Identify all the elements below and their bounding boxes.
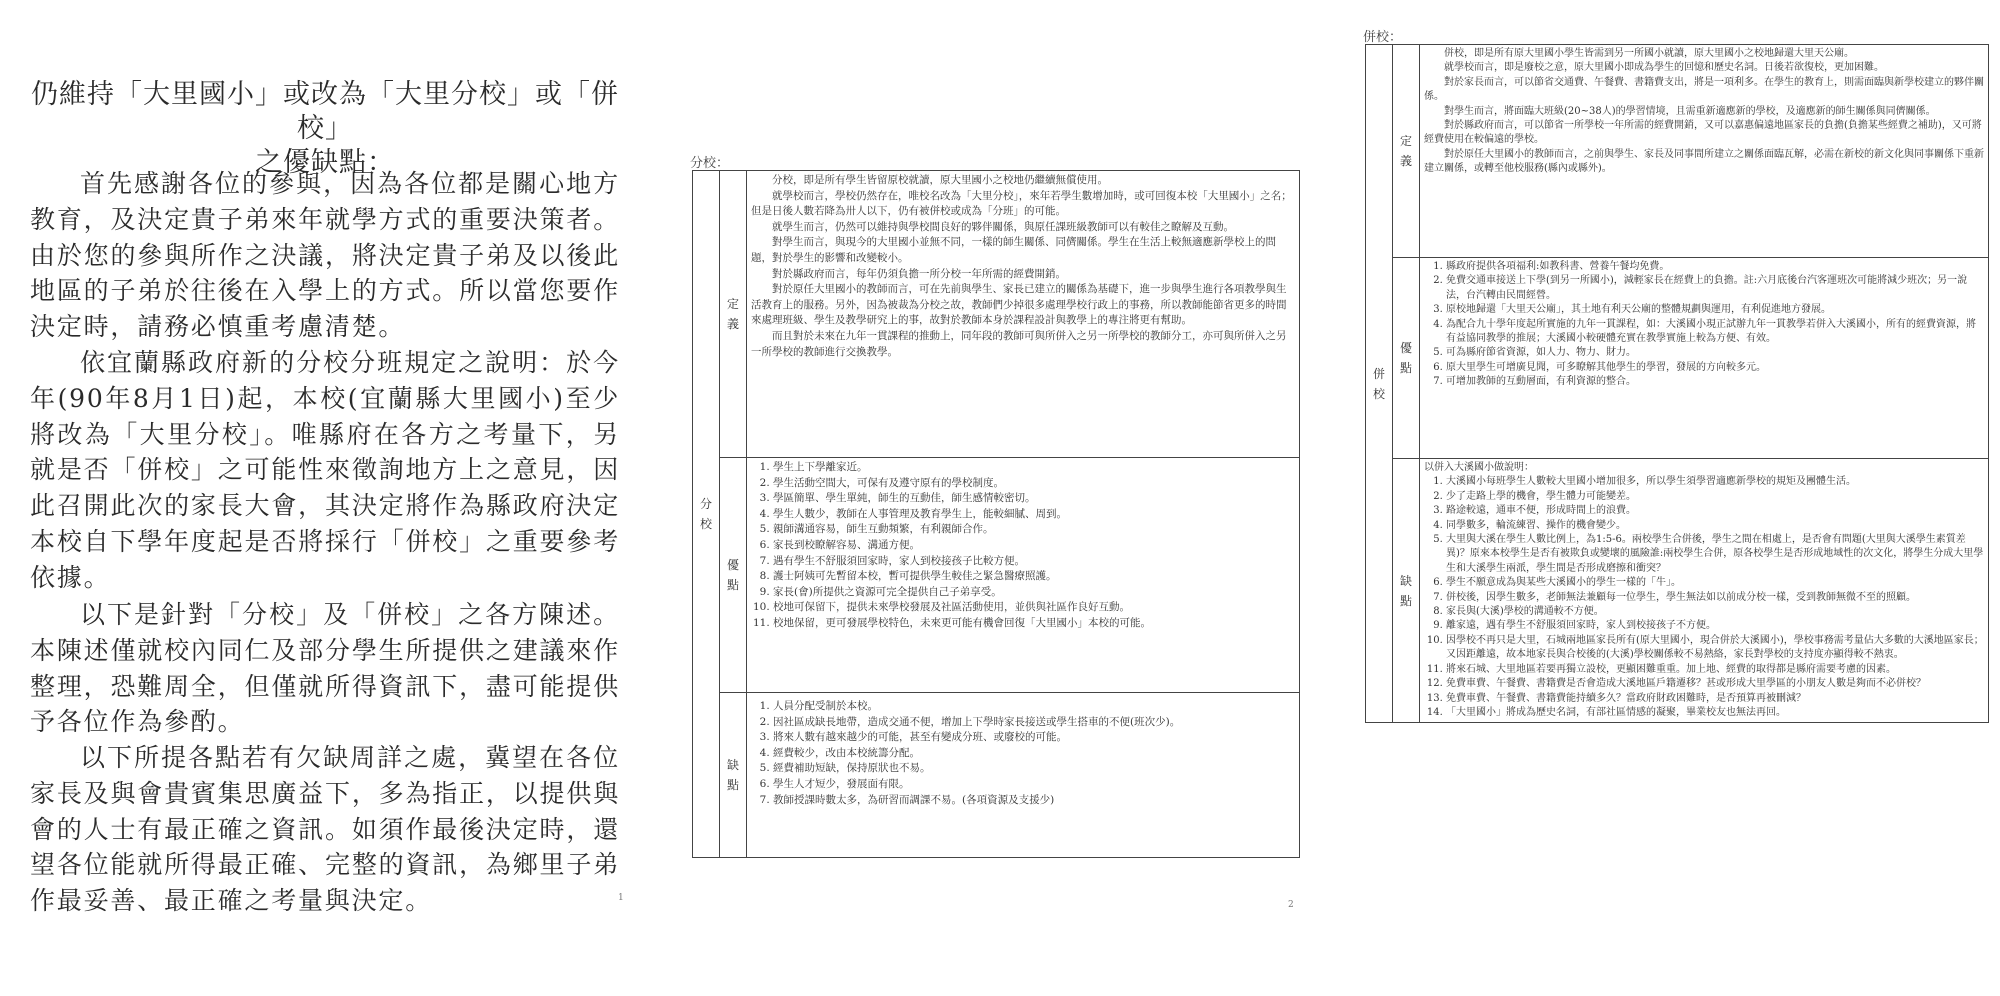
section-heading: 併 校 [1366,45,1393,723]
section-label: 分校： [690,156,730,171]
list-item: 1. 學生上下學離家近。 [773,460,1295,476]
section-heading: 分 校 [693,171,720,858]
page-number: 1 [618,893,624,903]
list-item: 8. 護士阿姨可先暫留本校，暫可提供學生較佳之緊急醫療照護。 [773,569,1295,585]
definition-text: 分校，即是所有學生皆留原校就讀，原大里國小之校地仍繼續無償使用。 [772,174,1108,186]
paragraph-4: 以下所提各點若有欠缺周詳之處，冀望在各位家長及與會貴賓集思廣益下，多為指正，以提供與會的人士有最正確之資訊。如須作最後決定時，還望各位能就所得最正確、完整的資訊，為鄉里子弟作最妥善、最正確之考量與決定。 [30,743,620,916]
list-item: 1. 大溪國小每班學生人數較大里國小增加很多，所以學生須學習適應新學校的規矩及團體生活。 [1446,475,1984,489]
list-item: 11. 將來石城、大里地區若要再獨立設校，更顯困難重重。加上地、經費的取得都是縣府需要考慮的因素。 [1446,663,1984,677]
merge-table [1365,44,1989,723]
definition-text: 對於原任大里國小的教師而言，可在先前與學生、家長已建立的關係為基礎下，進一步與學生進行各項教學與生活教育上的服務。另外，因為被裁為分校之故，教師們少掉很多處理學校行政上的事務，所以教師能節省更多的時間來處理班級、學生及教學研究上的事，故對於教師本身於課程設計與教學上的專注將更有幫助。 [751,283,1287,327]
definition-text: 對於縣政府而言，可以節省一所學校一年所需的經費開銷，又可以嘉惠偏遠地區家長的負擔(負擔某些經費之補助)，又可將經費使用在較偏遠的學校。 [1424,120,1982,146]
definition-heading: 定 義 [720,171,747,458]
list-item: 4. 同學數多，輪流練習、操作的機會變少。 [1446,519,1984,533]
definition-text: 就學生而言，仍然可以維持與學校間良好的夥伴關係，與原任課班級教師可以有較佳之瞭解及互動。 [772,220,1234,233]
cons-heading: 缺 點 [1393,459,1420,723]
list-item: 1. 縣政府提供各項福利:如教科書、營養午餐均免費。 [1446,260,1984,274]
list-item: 6. 學生不願意成為與某些大溪國小的學生一樣的「牛」。 [1446,576,1984,590]
paragraph-1: 首先感謝各位的參與，因為各位都是關心地方教育，及決定貴子弟來年就學方式的重要決策者。由於您的參與所作之決議，將決定貴子弟及以後此地區的子弟於往後在入學上的方式。所以當您要作決定時，請務必慎重考慮清楚。 [30,169,620,342]
definition-text: 對於原任大里國小的教師而言，之前與學生、家長及同事間所建立之關係面臨瓦解，必需在新校的新文化與同事關係下重新建立關係，或轉至他校服務(縣內或縣外)。 [1424,148,1984,175]
definition-heading: 定 義 [1393,45,1420,258]
page-number: 2 [1288,900,1294,910]
list-item: 5. 親師溝通容易，師生互動頻繁，有利親師合作。 [773,522,1295,538]
list-item: 5. 經費補助短缺，保持原狀也不易。 [773,761,1295,777]
list-item: 2. 少了走路上學的機會，學生體力可能變差。 [1446,490,1984,504]
list-item: 9. 家長(會)所提供之資源可完全提供自己子弟享受。 [773,585,1295,601]
paragraph-2: 依宜蘭縣政府新的分校分班規定之說明：於今年(90年8月1日)起，本校(宜蘭縣大里國小)至少將改為「大里分校」。唯縣府在各方之考量下，另就是否「併校」之可能性來徵詢地方上之意見，因此召開此次的家長大會，其決定將作為縣政府決定本校自下學年度起是否將採行「併校」之重要參考依據。 [30,348,620,592]
definition-cell [1420,45,1989,258]
list-item: 2. 學生活動空間大，可保有及遵守原有的學校制度。 [773,476,1295,492]
list-item: 3. 路途較遠，通車不便，形成時間上的浪費。 [1446,504,1984,518]
pros-cell [1420,258,1989,459]
title-line-1: 仍維持「大里國小」或改為「大里分校」或「併校」 [31,79,619,144]
list-item: 3. 原校地歸還「大里天公廟」，其土地有利天公廟的整體規劃與運用，有利促進地方發展。 [1446,303,1984,317]
pros-cell [747,458,1300,693]
page-2 [670,40,1320,920]
list-item: 14. 「大里國小」將成為歷史名詞，有部社區情感的凝聚，畢業校友也無法再回。 [1446,706,1984,720]
definition-text: 併校，即是所有原大里國小學生皆需到另一所國小就讀，原大里國小之校地歸還大里天公廟。 [1444,48,1854,59]
list-item: 7. 教師授課時數太多，為研習而調課不易。(各項資源及支援少) [773,793,1295,809]
list-item: 7. 併校後，因學生數多，老師無法兼顧每一位學生，學生無法如以前成分校一樣，受到教師無微不至的照顧。 [1446,591,1984,605]
list-item: 2. 因社區成缺長地帶，造成交通不便，增加上下學時家長接送或學生搭車的不便(班次少)。 [773,715,1295,731]
definition-text: 對於家長而言，可以節省交通費、午餐費、書籍費支出，將是一項利多。在學生的教育上，則需面臨與新學校建立的夥伴關係。 [1424,76,1984,103]
list-item: 10. 因學校不再只是大里，石城兩地區家長所有(原大里國小，現合併於大溪國小)，學校事務需考量佔大多數的大溪地區家長；又因距離遠，故本地家長與合校後的(大溪)學校關係較不易熱絡，家長對學校的支持度亦顯得較不熱衷。 [1446,634,1984,663]
list-item: 12. 免費車費、午餐費、書籍費是否會造成大溪地區戶籍遷移？甚或形成大里學區的小朋友人數是夠而不必併校？ [1446,677,1984,691]
page-1 [0,40,650,920]
cons-cell [1420,459,1989,723]
list-item: 6. 原大里學生可增廣見聞，可多瞭解其他學生的學習，發展的方向較多元。 [1446,361,1984,375]
list-item: 5. 大里與大溪在學生人數比例上，為1:5-6。兩校學生合併後，學生之間在相處上，是否會有問題(大里與大溪學生素質差異)？原來本校學生是否有被欺負或變壞的風險誰:兩校學生合併，原各校學生是否形成地域性的次文化，將學生分成大里學生和大溪學生兩派，學生間是否形成磨擦和衝突？ [1446,533,1984,576]
list-item: 11. 校地保留，更可發展學校特色，未來更可能有機會回復「大里國小」本校的可能。 [773,616,1295,632]
list-item: 9. 離家遠，遇有學生不舒服須回家時，家人到校接孩子不方便。 [1446,619,1984,633]
definition-cell [747,171,1300,458]
branch-table [692,170,1300,858]
list-item: 4. 為配合九十學年度起所實施的九年一貫課程，如：大溪國小現正試辦九年一貫教學若併入大溪國小，所有的經費資源，將有益協同教學的推展；大溪國小較硬體充實在教學實施上較為方便、有效。 [1446,318,1984,347]
pros-heading: 優 點 [720,458,747,693]
list-item: 10. 校地可保留下，提供未來學校發展及社區活動使用，並供與社區作良好互動。 [773,600,1295,616]
definition-text: 對學生而言，將面臨大班級(20~38人)的學習情境，且需重新適應新的學校，及適應新的師生關係與同儕關係。 [1444,105,1936,117]
cons-cell [747,693,1300,858]
list-item: 3. 將來人數有越來越少的可能，甚至有變成分班、或廢校的可能。 [773,730,1295,746]
pros-heading: 優 點 [1393,258,1420,459]
definition-text: 對學生而言，與現今的大里國小並無不同，一樣的師生關係、同儕關係。學生在生活上較無適應新學校上的問題，對於學生的影響和改變較小。 [751,236,1276,264]
list-item: 6. 家長到校瞭解容易、溝通方便。 [773,538,1295,554]
list-item: 5. 可為縣府節省資源，如人力、物力、財力。 [1446,346,1984,360]
paragraph-3: 以下是針對「分校」及「併校」之各方陳述。本陳述僅就校內同仁及部分學生所提供之建議來作整理，恐難周全，但僅就所得資訊下，盡可能提供予各位作為參酌。 [30,600,620,737]
list-item: 1. 人員分配受制於本校。 [773,699,1295,715]
list-item: 3. 學區簡單、學生單純，師生的互動佳，師生感情較密切。 [773,491,1295,507]
cons-heading: 缺 點 [720,693,747,858]
definition-text: 就學校而言，即是廢校之意，原大里國小即成為學生的回憶和歷史名詞。日後若欲復校，更加困難。 [1444,62,1884,74]
list-item: 7. 遇有學生不舒服須回家時，家人到校接孩子比較方便。 [773,554,1295,570]
list-item: 2. 免費交通車接送上下學(到另一所國小)，減輕家長在經費上的負擔。註:六月底後台汽客運班次可能將減少班次；另一說法，台汽轉由民間經營。 [1446,274,1984,303]
definition-text: 對於縣政府而言，每年仍須負擔一所分校一年所需的經費開銷。 [772,267,1066,280]
list-item: 4. 經費較少，改由本校統籌分配。 [773,746,1295,762]
list-item: 6. 學生人才短少，發展面有限。 [773,777,1295,793]
page-3 [1335,18,1995,978]
title-line-2: 之優缺點： [255,147,395,178]
list-item: 8. 家長與(大溪)學校的溝通較不方便。 [1446,605,1984,619]
document-title [30,78,620,180]
list-item: 4. 學生人數少，教師在人事管理及教育學生上，能較細膩、周到。 [773,507,1295,523]
list-item: 7. 可增加教師的互動層面，有利資源的整合。 [1446,375,1984,389]
list-item: 13. 免費車費、午餐費、書籍費能持續多久？當政府財政困難時，是否預算再被刪減？ [1446,692,1984,706]
definition-text: 就學校而言，學校仍然存在，唯校名改為「大里分校」，來年若學生數增加時，或可回復本校「大里國小」之名；但是日後人數若降為卅人以下，仍有被併校或成為「分班」的可能。 [751,189,1292,218]
cons-intro: 以併入大溪國小做說明： [1424,462,1534,473]
definition-text: 而且對於未來在九年一貫課程的推動上，同年段的教師可與所併入之另一所學校的教師分工，亦可與所併入之另一所學校的教師進行交換教學。 [751,329,1287,358]
section-label: 併校： [1363,30,1403,45]
